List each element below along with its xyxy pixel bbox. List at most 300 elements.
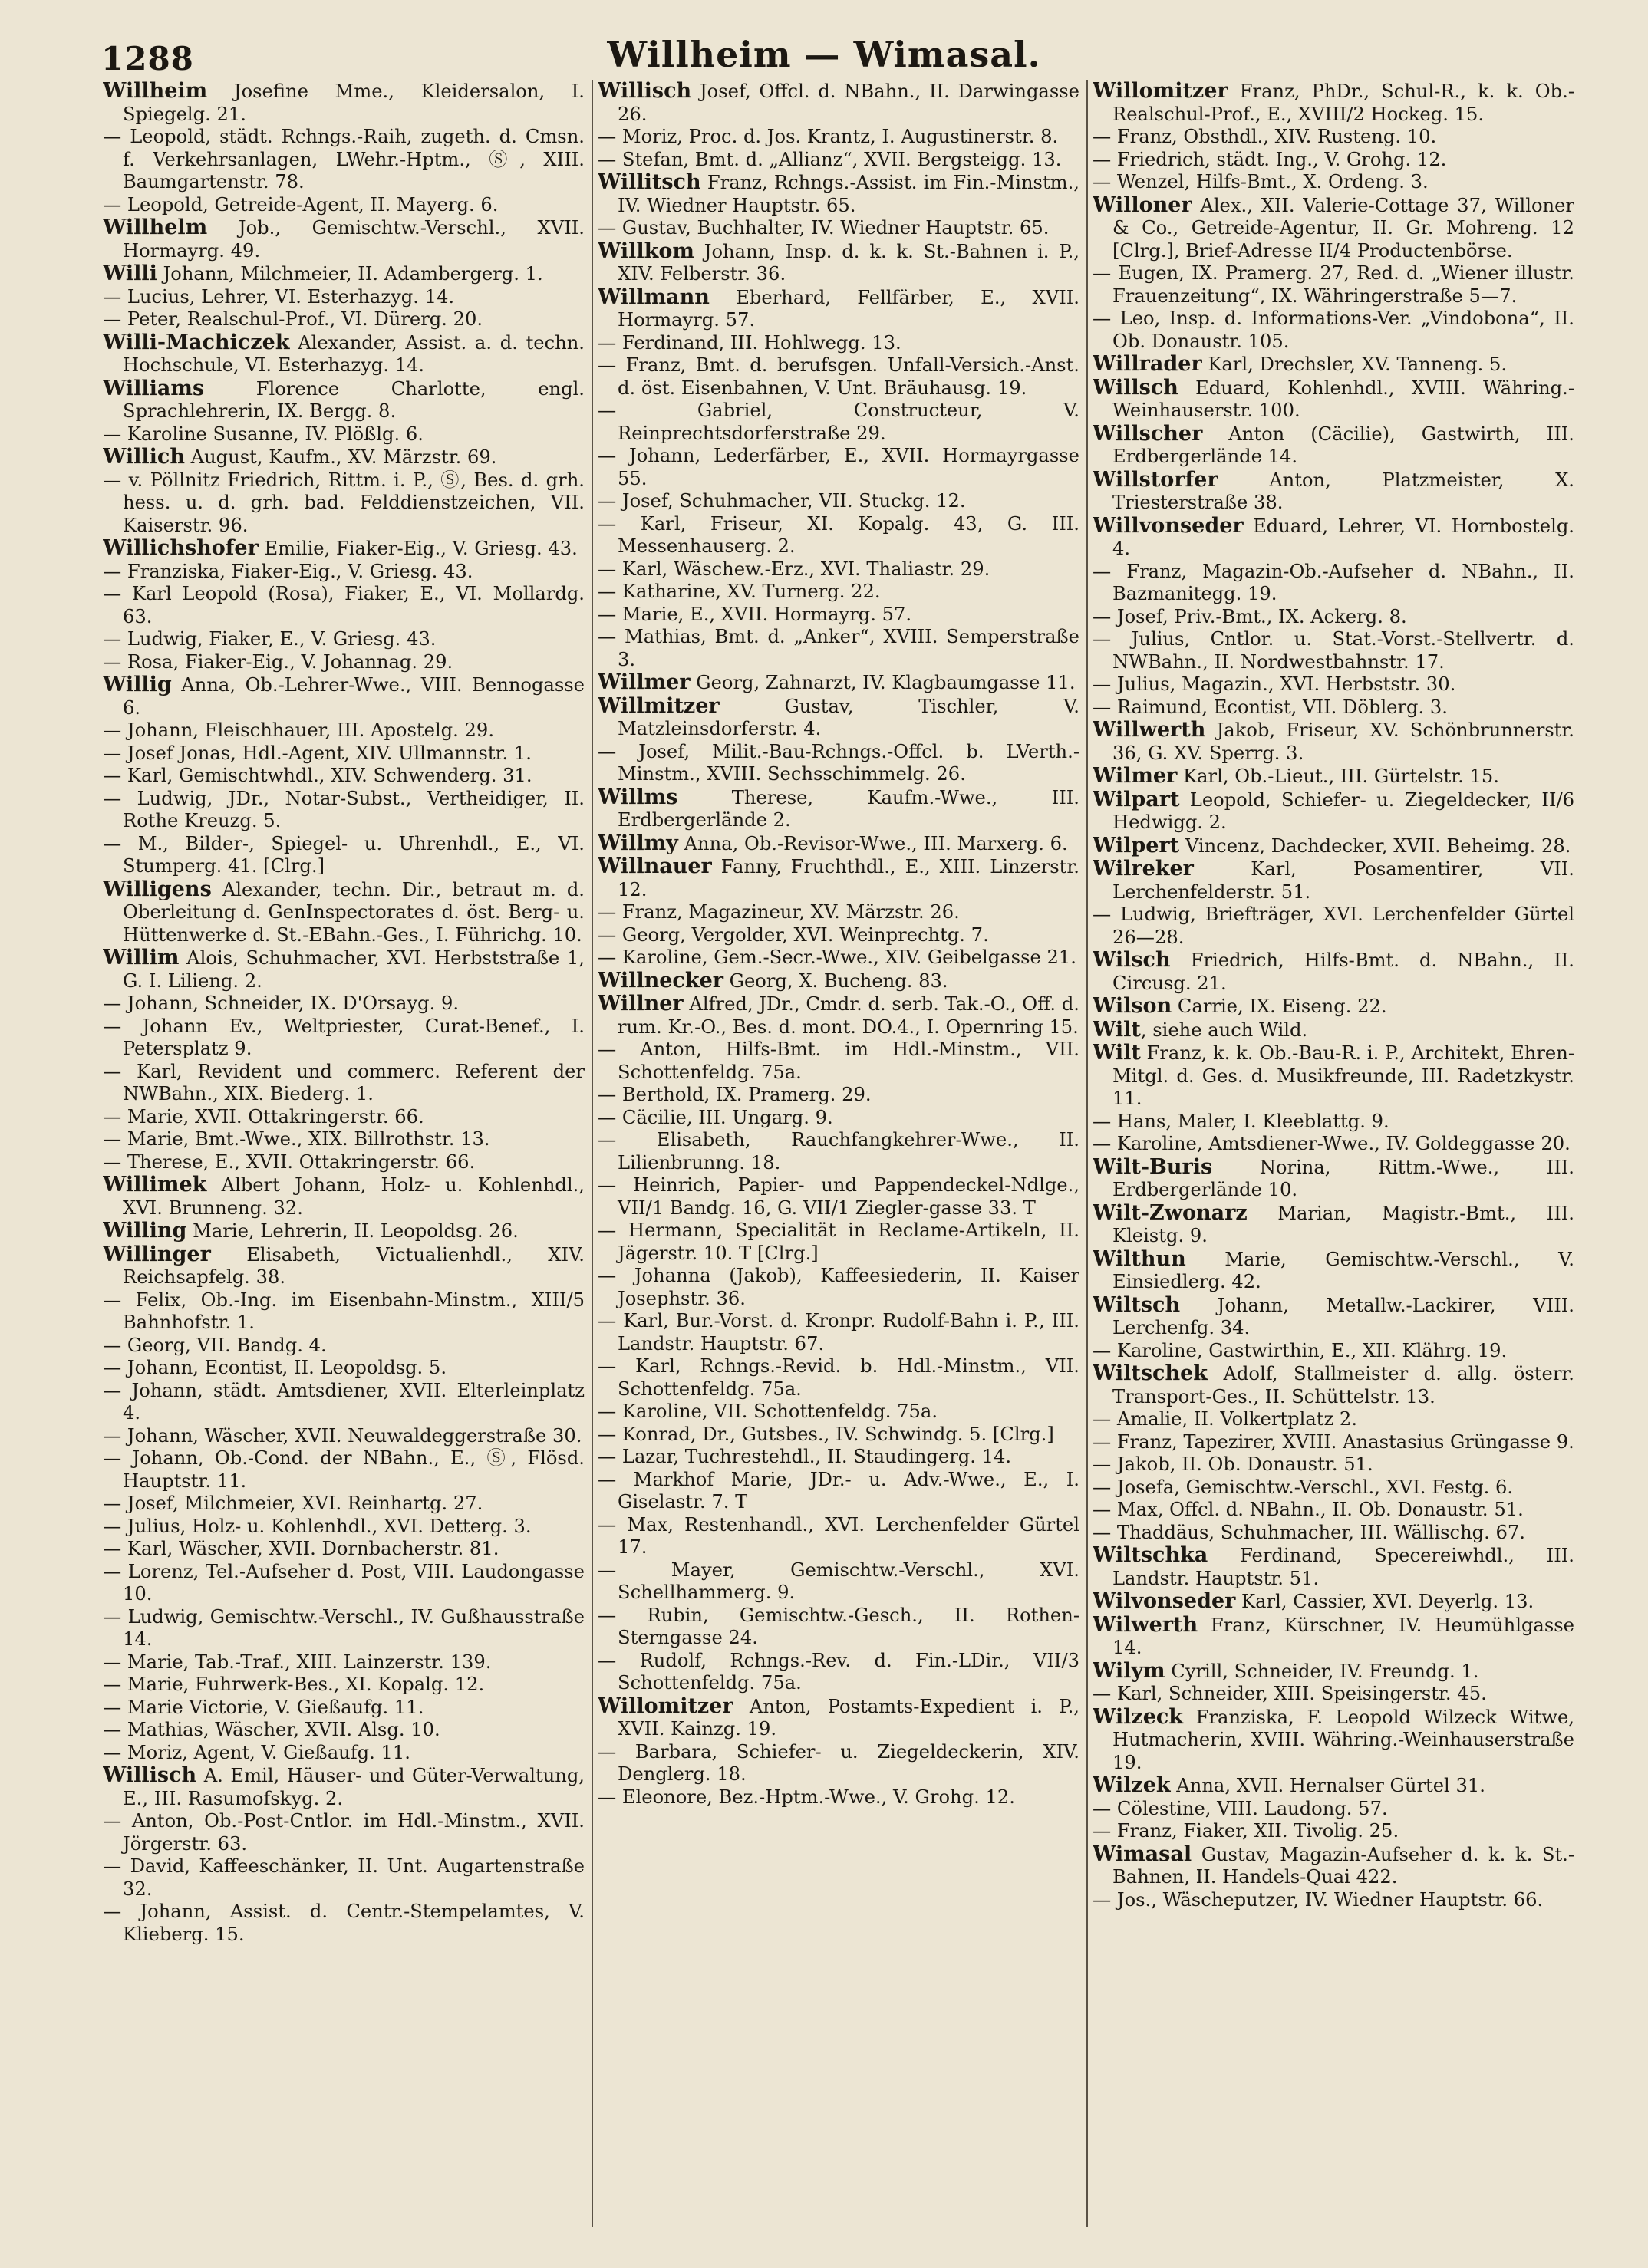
directory-entry: [598, 171, 1079, 217]
directory-entry: [598, 1401, 1079, 1424]
entry-text: Josef, Offcl. d. NBahn., II. Darwingasse 26.: [618, 81, 1079, 125]
entry-text: — Johann, Schneider, IX. D'Orsayg. 9.: [103, 992, 460, 1014]
directory-entry: [598, 1129, 1079, 1174]
directory-entry: [598, 1355, 1079, 1401]
directory-entry: [1093, 1614, 1574, 1660]
directory-entry: [598, 671, 1079, 695]
directory-entry: [1093, 1453, 1574, 1476]
entry-text: — Karoline, Gastwirthin, E., XII. Klährg. 19.: [1093, 1339, 1508, 1361]
entry-text: — Marie, Bmt.-Wwe., XIX. Billrothstr. 13.: [103, 1128, 490, 1150]
directory-entry: [598, 1174, 1079, 1220]
entry-surname: Willich: [103, 445, 185, 469]
entry-surname: Willstorfer: [1093, 467, 1218, 492]
directory-entry: [103, 308, 585, 331]
directory-entry: [598, 581, 1079, 604]
entry-text: — Rudolf, Rchngs.-Rev. d. Fin.-LDir., VII/3 Schottenfeldg. 75a.: [598, 1649, 1079, 1694]
directory-entry: [103, 1174, 585, 1220]
directory-entry: [1093, 1798, 1574, 1821]
directory-entry: [103, 1425, 585, 1448]
directory-entry: [598, 240, 1079, 286]
entry-text: — Katharine, XV. Turnerg. 22.: [598, 581, 881, 602]
entry-text: — Moriz, Agent, V. Gießaufg. 11.: [103, 1741, 410, 1763]
entry-text: — Eugen, IX. Pramerg. 27, Red. d. „Wiener illustr. Frauenzeitung“, IX. Währingerstraße 5—7.: [1093, 262, 1574, 307]
directory-entry: [1093, 149, 1574, 172]
entry-text: — Lazar, Tuchrestehdl., II. Staudingerg. 14.: [598, 1446, 1012, 1467]
entry-text: — Marie Victorie, V. Gießaufg. 11.: [103, 1696, 424, 1718]
directory-entry: [103, 1674, 585, 1697]
entry-text: — Josef Jonas, Hdl.-Agent, XIV. Ullmannstr. 1.: [103, 742, 532, 764]
directory-entry: [103, 1015, 585, 1061]
directory-entry: [598, 217, 1079, 240]
directory-entry: [103, 1289, 585, 1335]
entry-text: — Raimund, Econtist, VII. Döblerg. 3.: [1093, 696, 1448, 718]
entry-text: Eberhard, Fellfärber, E., XVII. Hormayrg. 57.: [618, 286, 1079, 331]
entry-text: Therese, Kaufm.-Wwe., III. Erdbergerlände 2.: [618, 786, 1079, 831]
directory-entry: [103, 1538, 585, 1561]
directory-entry: [103, 446, 585, 469]
directory-entry: [598, 1220, 1079, 1265]
entry-surname: Wilthun: [1093, 1246, 1186, 1271]
directory-entry: [103, 469, 585, 538]
directory-entry: [103, 651, 585, 674]
entry-text: Job., Gemischtw.-Verschl., XVII. Hormayrg. 49.: [123, 217, 585, 262]
directory-entry: [103, 216, 585, 262]
directory-entry: [1093, 561, 1574, 606]
entry-text: — Marie, Fuhrwerk-Bes., XI. Kopalg. 12.: [103, 1674, 485, 1695]
directory-entry: [103, 126, 585, 194]
entry-text: Franziska, F. Leopold Wilzeck Witwe, Hutmacherin, XVIII. Währing.-Weinhauserstraße 19.: [1112, 1706, 1574, 1773]
directory-entry: [103, 833, 585, 878]
entry-text: — Karl, Schneider, XIII. Speisingerstr. 45.: [1093, 1683, 1487, 1704]
directory-entry: [598, 1310, 1079, 1355]
directory-entry: [1093, 1042, 1574, 1111]
entry-surname: Willichshofer: [103, 536, 259, 560]
directory-entry: [1093, 1294, 1574, 1340]
directory-entry: [598, 946, 1079, 969]
entry-text: — Wenzel, Hilfs-Bmt., X. Ordeng. 3.: [1093, 171, 1429, 193]
directory-entry: [103, 1719, 585, 1742]
directory-entry: [103, 788, 585, 833]
directory-entry: [103, 1447, 585, 1493]
entry-text: — Franz, Magazin-Ob.-Aufseher d. NBahn., II. Bazmanitegg. 19.: [1093, 560, 1574, 604]
entry-text: — Johann, Econtist, II. Leopoldsg. 5.: [103, 1357, 447, 1378]
entry-text: Gustav, Tischler, V. Matzleinsdorferstr. 4.: [618, 695, 1079, 739]
entry-text: Adolf, Stallmeister d. allg. österr. Transport-Ges., II. Schüttelstr. 13.: [1112, 1363, 1574, 1407]
entry-text: — Johann Ev., Weltpriester, Curat-Benef., I. Petersplatz 9.: [103, 1015, 585, 1059]
entry-text: Carrie, IX. Eiseng. 22.: [1172, 996, 1387, 1017]
entry-text: Elisabeth, Victualienhdl., XIV. Reichsapfelg. 38.: [123, 1243, 585, 1288]
entry-text: Jakob, Friseur, XV. Schönbrunnerstr. 36, G. XV. Sperrg. 3.: [1112, 719, 1574, 764]
directory-entry: [1093, 1889, 1574, 1912]
entry-text: Ferdinand, Specereiwhdl., III. Landstr. Hauptstr. 51.: [1112, 1545, 1574, 1589]
entry-text: — Johann, Lederfärber, E., XVII. Hormayrgasse 55.: [598, 445, 1079, 489]
entry-text: — David, Kaffeeschänker, II. Unt. Augartenstraße 32.: [103, 1855, 585, 1900]
entry-text: — Karl Leopold (Rosa), Fiaker, E., VI. Mollardg. 63.: [103, 583, 585, 627]
entry-surname: Willsch: [1093, 375, 1178, 400]
entry-text: — Karoline, Gem.-Secr.-Wwe., XIV. Geibelgasse 21.: [598, 946, 1076, 968]
directory-entry: [1093, 515, 1574, 561]
directory-entry: [103, 583, 585, 628]
entry-surname: Wiltschek: [1093, 1361, 1208, 1385]
entry-text: — Karl, Gemischtwhdl., XIV. Schwenderg. 31.: [103, 765, 532, 786]
entry-text: — Josef, Priv.-Bmt., IX. Ackerg. 8.: [1093, 605, 1407, 627]
entry-text: — Therese, E., XVII. Ottakringerstr. 66.: [103, 1150, 476, 1173]
entry-text: — v. Pöllnitz Friedrich, Rittm. i. P., Ⓢ, Bes. d. grh. hess. u. d. grh. bad. Felddienstzeichen, VII. Kaiserstr. 96.: [103, 469, 585, 536]
entry-text: , siehe auch Wild.: [1140, 1019, 1308, 1041]
directory-entry: [598, 286, 1079, 332]
directory-entry: [1093, 262, 1574, 308]
directory-entry: [1093, 353, 1574, 377]
directory-entry: [1093, 765, 1574, 788]
entry-text: — Leopold, städt. Rchngs.-Raih, zugeth. d. Cmsn. f. Verkehrsanlagen, LWehr.-Hptm., Ⓢ, XIII. Baumgartenstr. 78.: [103, 126, 585, 193]
entry-surname: Willig: [103, 673, 172, 696]
entry-surname: Williams: [103, 376, 205, 400]
entry-text: — Johann, Wäscher, XVII. Neuwaldeggerstraße 30.: [103, 1424, 582, 1447]
directory-entry: [598, 126, 1079, 149]
directory-entry: [1093, 1706, 1574, 1775]
entry-text: Eduard, Lehrer, VI. Hornbostelg. 4.: [1112, 515, 1574, 559]
entry-text: — M., Bilder-, Spiegel- u. Uhrenhdl., E., VI. Stumperg. 41. [Clrg.]: [103, 832, 585, 877]
column-3: [1093, 80, 1574, 2258]
entry-text: — Marie, Tab.-Traf., XIII. Lainzerstr. 139.: [103, 1651, 492, 1673]
directory-entry: [103, 992, 585, 1015]
directory-entry: [598, 1265, 1079, 1310]
entry-text: Cyrill, Schneider, IV. Freundg. 1.: [1165, 1660, 1479, 1682]
directory-entry: [103, 1901, 585, 1946]
entry-text: Vincenz, Dachdecker, XVII. Beheimg. 28.: [1179, 834, 1571, 857]
entry-text: Anton, Platzmeister, X. Triesterstraße 38.: [1112, 469, 1574, 513]
entry-text: — Lucius, Lehrer, VI. Esterhazyg. 14.: [103, 285, 455, 308]
directory-entry: [1093, 1683, 1574, 1706]
directory-entry: [598, 1469, 1079, 1514]
directory-entry: [1093, 469, 1574, 515]
entry-text: — Johann, Assist. d. Centr.-Stempelamtes, V. Klieberg. 15.: [103, 1901, 585, 1945]
directory-entry: [103, 628, 585, 651]
directory-entry: [598, 1424, 1079, 1447]
entry-text: — Eleonore, Bez.-Hptm.-Wwe., V. Grohg. 12.: [598, 1786, 1015, 1808]
directory-entry: [103, 878, 585, 947]
directory-entry: [598, 992, 1079, 1039]
entry-text: — Anton, Hilfs-Bmt. im Hdl.-Minstm., VII. Schottenfeldg. 75a.: [598, 1039, 1079, 1083]
directory-entry: [598, 80, 1079, 126]
entry-text: Johann, Milchmeier, II. Adambergerg. 1.: [157, 263, 543, 285]
entry-surname: Willmy: [598, 831, 678, 855]
entry-text: — Karoline, VII. Schottenfeldg. 75a.: [598, 1401, 938, 1422]
directory-entry: [1093, 673, 1574, 696]
directory-entry: [1093, 1660, 1574, 1684]
entry-text: — Mathias, Bmt. d. „Anker“, XVIII. Semperstraße 3.: [598, 626, 1079, 670]
entry-text: Eduard, Kohlenhdl., XVIII. Währing.-Weinhauserstr. 100.: [1112, 377, 1574, 421]
entry-text: — Franz, Fiaker, XII. Tivolig. 25.: [1093, 1820, 1399, 1842]
entry-surname: Wilmer: [1093, 764, 1178, 788]
directory-entry: [598, 490, 1079, 513]
directory-entry: [1093, 606, 1574, 629]
directory-entry: [103, 1516, 585, 1539]
directory-entry: [598, 832, 1079, 856]
entry-text: — Franz, Obsthdl., XIV. Rusteng. 10.: [1093, 126, 1437, 147]
entry-text: — Johann, städt. Amtsdiener, XVII. Elterleinplatz 4.: [103, 1379, 585, 1424]
entry-surname: Wilt-Zwonarz: [1093, 1200, 1248, 1225]
directory-entry: [1093, 1133, 1574, 1156]
entry-text: Franz, PhDr., Schul-R., k. k. Ob.-Realschul-Prof., E., XVIII/2 Hockeg. 15.: [1112, 81, 1574, 125]
directory-entry: [1093, 1590, 1574, 1614]
entry-text: — Ferdinand, III. Hohlwegg. 13.: [598, 331, 901, 354]
entry-surname: Wilson: [1093, 994, 1172, 1018]
entry-text: Marie, Lehrerin, II. Leopoldsg. 26.: [186, 1220, 519, 1242]
directory-entry: [598, 786, 1079, 832]
entry-surname: Wilzeck: [1093, 1704, 1184, 1729]
entry-surname: Willing: [103, 1219, 187, 1243]
entry-text: Georg, Zahnarzt, IV. Klagbaumgasse 11.: [690, 672, 1076, 693]
directory-entry: [1093, 788, 1574, 834]
directory-entry: [598, 1039, 1079, 1084]
directory-entry: [1093, 1499, 1574, 1522]
directory-entry: [598, 1650, 1079, 1695]
directory-entry: [1093, 1156, 1574, 1202]
directory-entry: [1093, 1019, 1574, 1042]
directory-entry: [1093, 1522, 1574, 1545]
entry-text: — Heinrich, Papier- und Pappendeckel-Ndlge., VII/1 Bandg. 16, G. VII/1 Ziegler-gasse 33. T: [598, 1174, 1079, 1219]
entry-text: — Berthold, IX. Pramerg. 29.: [598, 1084, 872, 1105]
directory-entry: [103, 742, 585, 765]
entry-text: — Hermann, Specialität in Reclame-Artikeln, II. Jägerstr. 10. T [Clrg.]: [598, 1220, 1079, 1264]
entry-text: Anna, Ob.-Lehrer-Wwe., VIII. Bennogasse 6.: [123, 674, 585, 719]
entry-text: — Rosa, Fiaker-Eig., V. Johannag. 29.: [103, 650, 453, 673]
entry-text: — Rubin, Gemischtw.-Gesch., II. Rothen-Sterngasse 24.: [598, 1604, 1079, 1648]
entry-surname: Willmitzer: [598, 693, 720, 718]
entry-text: — Elisabeth, Rauchfangkehrer-Wwe., II. Lilienbrunng. 18.: [598, 1129, 1079, 1174]
directory-entry: [103, 946, 585, 992]
entry-text: Johann, Metallw.-Lackirer, VIII. Lerchenfg. 34.: [1112, 1294, 1574, 1338]
directory-entry: [598, 741, 1079, 786]
entry-text: — Barbara, Schiefer- u. Ziegeldeckerin, XIV. Denglerg. 18.: [598, 1740, 1079, 1785]
entry-surname: Wiltschka: [1093, 1543, 1208, 1567]
entry-text: — Jakob, II. Ob. Donaustr. 51.: [1093, 1453, 1373, 1475]
directory-entry: [1093, 995, 1574, 1019]
directory-entry: [598, 513, 1079, 558]
directory-entry: [103, 1151, 585, 1174]
entry-surname: Willner: [598, 992, 684, 1015]
entry-text: A. Emil, Häuser- und Güter-Verwaltung, E., III. Rasumofskyg. 2.: [123, 1765, 585, 1809]
directory-entry: [1093, 423, 1574, 469]
entry-surname: Wilt: [1093, 1017, 1141, 1042]
entry-surname: Willnauer: [598, 854, 712, 878]
entry-text: Josefine Mme., Kleidersalon, I. Spiegelg. 21.: [123, 81, 585, 125]
directory-entry: [1093, 857, 1574, 904]
entry-surname: Willinger: [103, 1242, 211, 1266]
entry-text: — Amalie, II. Volkertplatz 2.: [1093, 1408, 1358, 1430]
entry-text: Franz, Rchngs.-Assist. im Fin.-Minstm., IV. Wiedner Hauptstr. 65.: [618, 172, 1079, 216]
entry-surname: Willrader: [1093, 352, 1202, 376]
entry-text: Alex., XII. Valerie-Cottage 37, Willoner & Co., Getreide-Agentur, II. Gr. Mohreng. 12 [Clrg.], Brief-Adresse II/4 Productenbörse.: [1112, 194, 1574, 262]
directory-entry: [103, 1764, 585, 1810]
entry-surname: Willvonseder: [1093, 513, 1244, 538]
directory-entry: [1093, 949, 1574, 995]
entry-text: — Karl, Wäscher, XVII. Dornbacherstr. 81.: [103, 1538, 499, 1559]
entry-text: Albert Johann, Holz- u. Kohlenhdl., XVI. Brunneng. 32.: [123, 1174, 585, 1219]
directory-entry: [1093, 1340, 1574, 1363]
entry-text: — Karl, Revident und commerc. Referent der NWBahn., XIX. Biederg. 1.: [103, 1060, 585, 1104]
directory-entry: [598, 445, 1079, 490]
directory-entry: [598, 695, 1079, 741]
entry-surname: Wilreker: [1093, 857, 1194, 881]
directory-entry: [103, 1810, 585, 1855]
entry-text: — Josefa, Gemischtw.-Verschl., XVI. Festg. 6.: [1093, 1476, 1514, 1498]
directory-entry: [103, 1243, 585, 1289]
entry-text: Alexander, Assist. a. d. techn. Hochschule, VI. Esterhazyg. 14.: [123, 331, 585, 376]
entry-surname: Willheim: [103, 80, 208, 103]
directory-entry: [598, 149, 1079, 172]
entry-text: Florence Charlotte, engl. Sprachlehrerin, IX. Bergg. 8.: [123, 377, 585, 422]
directory-entry: [103, 1335, 585, 1358]
column-rule: [1086, 80, 1088, 2227]
directory-entry: [1093, 1248, 1574, 1294]
directory-entry: [1093, 628, 1574, 673]
entry-text: — Johann, Fleischhauer, III. Apostelg. 29.: [103, 719, 495, 741]
directory-entry: [1093, 834, 1574, 858]
directory-entry: [1093, 1774, 1574, 1798]
directory-entry: [598, 1084, 1079, 1107]
directory-entry: [103, 1380, 585, 1425]
directory-entry: [103, 561, 585, 584]
entry-text: — Karoline Susanne, IV. Plößlg. 6.: [103, 423, 424, 445]
entry-text: Anton (Cäcilie), Gastwirth, III. Erdbergerlände 14.: [1112, 423, 1574, 467]
directory-entry: [598, 924, 1079, 947]
directory-entry: [103, 765, 585, 788]
page-header: [0, 29, 1648, 78]
directory-entry: [598, 558, 1079, 581]
entry-text: Norina, Rittm.-Wwe., III. Erdbergerlände 10.: [1112, 1156, 1574, 1200]
entry-text: — Karl, Wäschew.-Erz., XVI. Thaliastr. 29.: [598, 558, 990, 580]
entry-text: — Konrad, Dr., Gutsbes., IV. Schwindg. 5. [Clrg.]: [598, 1423, 1054, 1445]
directory-entry: [103, 80, 585, 126]
entry-text: Anna, XVII. Hernalser Gürtel 31.: [1170, 1775, 1485, 1796]
entry-text: — Julius, Cntlor. u. Stat.-Vorst.-Stellvertr. d. NWBahn., II. Nordwestbahnstr. 17.: [1093, 628, 1574, 673]
entry-text: — Gabriel, Constructeur, V. Reinprechtsdorferstraße 29.: [598, 400, 1079, 444]
entry-surname: Willisch: [598, 80, 692, 103]
entry-surname: Willigens: [103, 877, 212, 901]
entry-text: — Mathias, Wäscher, XVII. Alsg. 10.: [103, 1719, 440, 1740]
entry-text: — Friedrich, städt. Ing., V. Grohg. 12.: [1093, 148, 1447, 170]
entry-text: — Franz, Magazineur, XV. Märzstr. 26.: [598, 901, 960, 923]
entry-text: — Mayer, Gemischtw.-Verschl., XVI. Schellhammerg. 9.: [598, 1559, 1079, 1603]
entry-text: — Gustav, Buchhalter, IV. Wiedner Hauptstr. 65.: [598, 217, 1050, 239]
entry-text: — Peter, Realschul-Prof., VI. Dürerg. 20.: [103, 308, 483, 330]
entry-text: — Markhof Marie, JDr.- u. Adv.-Wwe., E., I. Giselastr. 7. T: [598, 1468, 1079, 1513]
entry-text: — Johanna (Jakob), Kaffeesiederin, II. Kaiser Josephstr. 36.: [598, 1265, 1079, 1309]
entry-surname: Wilt-Buris: [1093, 1154, 1213, 1179]
directory-entry: [1093, 1111, 1574, 1134]
directory-entry: [598, 332, 1079, 355]
entry-surname: Willmer: [598, 670, 691, 694]
entry-surname: Willitsch: [598, 170, 701, 194]
entry-surname: Wilzek: [1093, 1773, 1171, 1797]
entry-surname: Willomitzer: [598, 1694, 733, 1718]
entry-text: — Leo, Insp. d. Informations-Ver. „Vindobona“, II. Ob. Donaustr. 105.: [1093, 308, 1574, 352]
entry-text: — Franz, Tapezirer, XVIII. Anastasius Grüngasse 9.: [1093, 1430, 1574, 1453]
entry-text: Georg, X. Bucheng. 83.: [723, 969, 948, 992]
entry-surname: Wilsch: [1093, 948, 1171, 972]
directory-entry: [1093, 1544, 1574, 1590]
entry-text: — Josef, Schuhmacher, VII. Stuckg. 12.: [598, 490, 966, 512]
directory-entry: [103, 1561, 585, 1606]
directory-entry: [1093, 1476, 1574, 1499]
entry-text: — Hans, Maler, I. Kleeblattg. 9.: [1093, 1110, 1389, 1132]
directory-entry: [1093, 377, 1574, 423]
directory-entry: [1093, 904, 1574, 949]
directory-entry: [1093, 171, 1574, 194]
entry-text: Franz, Kürschner, IV. Heumühlgasse 14.: [1112, 1614, 1574, 1658]
directory-entry: [1093, 719, 1574, 765]
directory-entry: [103, 1357, 585, 1380]
directory-columns: [103, 80, 1585, 2258]
directory-entry: [103, 1493, 585, 1516]
entry-text: Emilie, Fiaker-Eig., V. Griesg. 43.: [258, 538, 578, 559]
entry-surname: Willoner: [1093, 193, 1192, 217]
directory-entry: [103, 719, 585, 742]
directory-entry: [1093, 1362, 1574, 1408]
directory-entry: [103, 1855, 585, 1901]
directory-entry: [598, 1786, 1079, 1809]
entry-surname: Willscher: [1093, 421, 1203, 446]
directory-entry: [598, 626, 1079, 671]
directory-entry: [1093, 194, 1574, 263]
entry-surname: Willkom: [598, 239, 694, 263]
entry-text: Alexander, techn. Dir., betraut m. d. Oberleitung d. GenInspectorates d. öst. Berg- u. Hüttenwerke d. St.-EBahn.-Ges., I. Führichg. 10.: [123, 878, 585, 946]
directory-entry: [103, 377, 585, 423]
entry-text: — Marie, E., XVII. Hormayrg. 57.: [598, 603, 912, 625]
directory-entry: [103, 673, 585, 719]
directory-entry: [598, 969, 1079, 993]
directory-entry: [598, 1741, 1079, 1786]
entry-text: — Julius, Magazin., XVI. Herbststr. 30.: [1093, 673, 1456, 695]
column-2: [598, 80, 1079, 2258]
entry-text: — Leopold, Getreide-Agent, II. Mayerg. 6.: [103, 193, 499, 216]
directory-entry: [103, 194, 585, 217]
entry-text: — Ludwig, Gemischtw.-Verschl., IV. Gußhausstraße 14.: [103, 1605, 585, 1650]
entry-text: — Franz, Bmt. d. berufsgen. Unfall-Versich.-Anst. d. öst. Eisenbahnen, V. Unt. Bräuhausg. 19.: [598, 354, 1079, 399]
directory-entry: [103, 286, 585, 309]
entry-text: Leopold, Schiefer- u. Ziegeldecker, II/6 Hedwigg. 2.: [1112, 788, 1574, 833]
entry-text: — Ludwig, Briefträger, XVI. Lerchenfelder Gürtel 26—28.: [1093, 904, 1574, 948]
entry-text: — Cäcilie, III. Ungarg. 9.: [598, 1106, 833, 1128]
directory-entry: [103, 1651, 585, 1674]
entry-text: Karl, Cassier, XVI. Deyerlg. 13.: [1235, 1591, 1534, 1612]
directory-entry: [103, 1106, 585, 1129]
directory-entry: [598, 1514, 1079, 1559]
running-head: Willheim — Wimasal.: [607, 34, 1041, 75]
directory-entry: [103, 1128, 585, 1151]
directory-entry: [598, 1446, 1079, 1469]
entry-text: — Georg, VII. Bandg. 4.: [103, 1334, 327, 1356]
directory-entry: [598, 604, 1079, 627]
directory-entry: [103, 1606, 585, 1651]
entry-surname: Willim: [103, 946, 180, 969]
directory-entry: [598, 1605, 1079, 1650]
directory-entry: [598, 1695, 1079, 1741]
directory-entry: [103, 1220, 585, 1243]
directory-entry: [598, 400, 1079, 445]
directory-entry: [1093, 1820, 1574, 1843]
directory-entry: [103, 331, 585, 377]
directory-entry: [1093, 126, 1574, 149]
entry-text: — Georg, Vergolder, XVI. Weinprechtg. 7.: [598, 923, 989, 946]
entry-surname: Wilpert: [1093, 833, 1180, 857]
column-1: [103, 80, 585, 2258]
directory-entry: [1093, 80, 1574, 126]
entry-text: Karl, Drechsler, XV. Tanneng. 5.: [1201, 354, 1508, 375]
directory-entry: [598, 1559, 1079, 1605]
